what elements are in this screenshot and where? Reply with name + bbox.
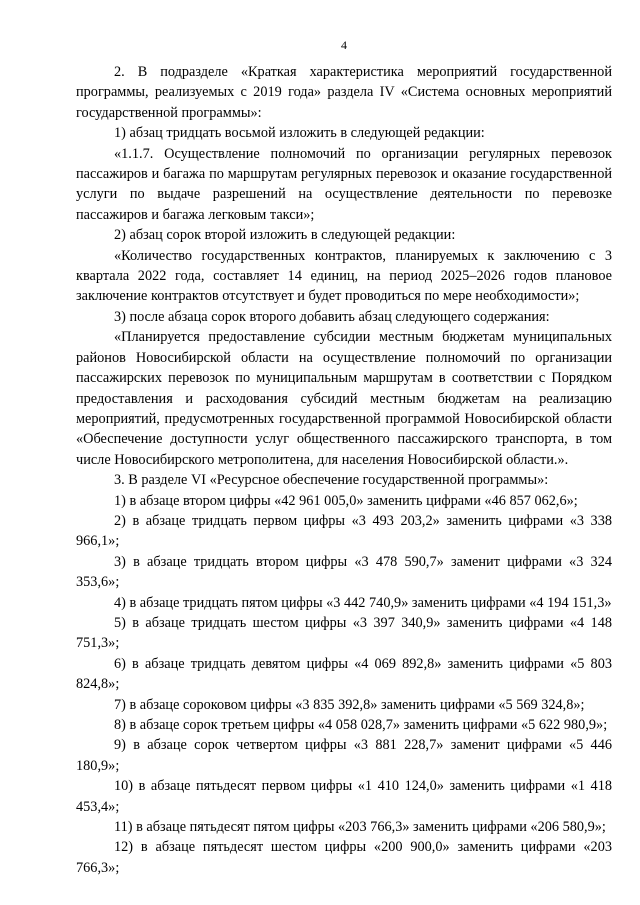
paragraph-item-1: 1) абзац тридцать восьмой изложить в следующей редакции: xyxy=(114,125,485,142)
paragraph-amendment-11: 11) в абзаце пятьдесят пятом цифры «203 766,3» заменить цифрами «206 580,9»; xyxy=(114,819,606,836)
paragraph-amendment-3: 3) в абзаце тридцать втором цифры «3 478 590,7» заменит цифрами «3 324 353,6»; xyxy=(76,553,612,591)
paragraph-section-3-intro: 3. В разделе VI «Ресурсное обеспечение государственной программы»: xyxy=(114,472,549,489)
paragraph-amendment-5: 5) в абзаце тридцать шестом цифры «3 397 340,9» заменить цифрами «4 148 751,3»; xyxy=(76,614,612,652)
paragraph-item-3: 3) после абзаца сорок второго добавить абзац следующего содержания: xyxy=(114,308,550,325)
paragraph-amendment-7: 7) в абзаце сороковом цифры «3 835 392,8» заменить цифрами «5 569 324,8»; xyxy=(114,696,585,713)
paragraph-amendment-8: 8) в абзаце сорок третьем цифры «4 058 028,7» заменить цифрами «5 622 980,9»; xyxy=(114,717,608,733)
paragraph-item-2: 2) абзац сорок второй изложить в следующей редакции: xyxy=(114,227,456,244)
document-body xyxy=(76,62,612,878)
paragraph-amendment-6: 6) в абзаце тридцать девятом цифры «4 069 892,8» заменить цифрами «5 803 824,8»; xyxy=(76,655,612,693)
page-number: 4 xyxy=(341,38,347,52)
paragraph-quote-1-1-7: «1.1.7. Осуществление полномочий по организации регулярных перевозок пассажиров и багажа по маршрутам регулярных перевозок и оказание государственной услуги по выдаче разрешений на осуществление деятельности по перевозке пассажиров и багажа легковым такси»; xyxy=(76,145,612,223)
paragraph-amendment-4: 4) в абзаце тридцать пятом цифры «3 442 740,9» заменить цифрами «4 194 151,3» xyxy=(114,594,612,611)
paragraph-amendment-1: 1) в абзаце втором цифры «42 961 005,0» заменить цифрами «46 857 062,6»; xyxy=(114,492,578,509)
paragraph-section-2-intro: 2. В подразделе «Краткая характеристика мероприятий государственной программы, реализуемых с 2019 года» раздела IV «Система основных мероприятий государственной программы»: xyxy=(76,64,612,121)
paragraph-amendment-9: 9) в абзаце сорок четвертом цифры «3 881 228,7» заменит цифрами «5 446 180,9»; xyxy=(76,737,612,774)
paragraph-quote-subsidy: «Планируется предоставление субсидии местным бюджетам муниципальных районов Новосибирской области на осуществление полномочий по организации пассажирских перевозок по муниципальным маршрутам в соответствии с Порядком предоставления и расходования субсидий местным бюджетам на реализацию мероприятий, предусмотренных государственной программой Новосибирской области «Обеспечение доступности услуг общественного пассажирского транспорта, в том числе Новосибирского метрополитена, для населения Новосибирской области.». xyxy=(76,329,612,468)
paragraph-amendment-10: 10) в абзаце пятьдесят первом цифры «1 410 124,0» заменить цифрами «1 418 453,4»; xyxy=(76,778,612,815)
paragraph-amendment-2: 2) в абзаце тридцать первом цифры «3 493 203,2» заменить цифрами «3 338 966,1»; xyxy=(76,512,612,550)
paragraph-quote-contracts: «Количество государственных контрактов, планируемых к заключению с 3 квартала 2022 года, составляет 14 единиц, на период 2025–2026 годов плановое заключение контрактов отсутствует и будет проводиться по мере необходимости»; xyxy=(76,247,612,305)
paragraph-amendment-12: 12) в абзаце пятьдесят шестом цифры «200 900,0» заменить цифрами «203 766,3»; xyxy=(76,839,612,876)
